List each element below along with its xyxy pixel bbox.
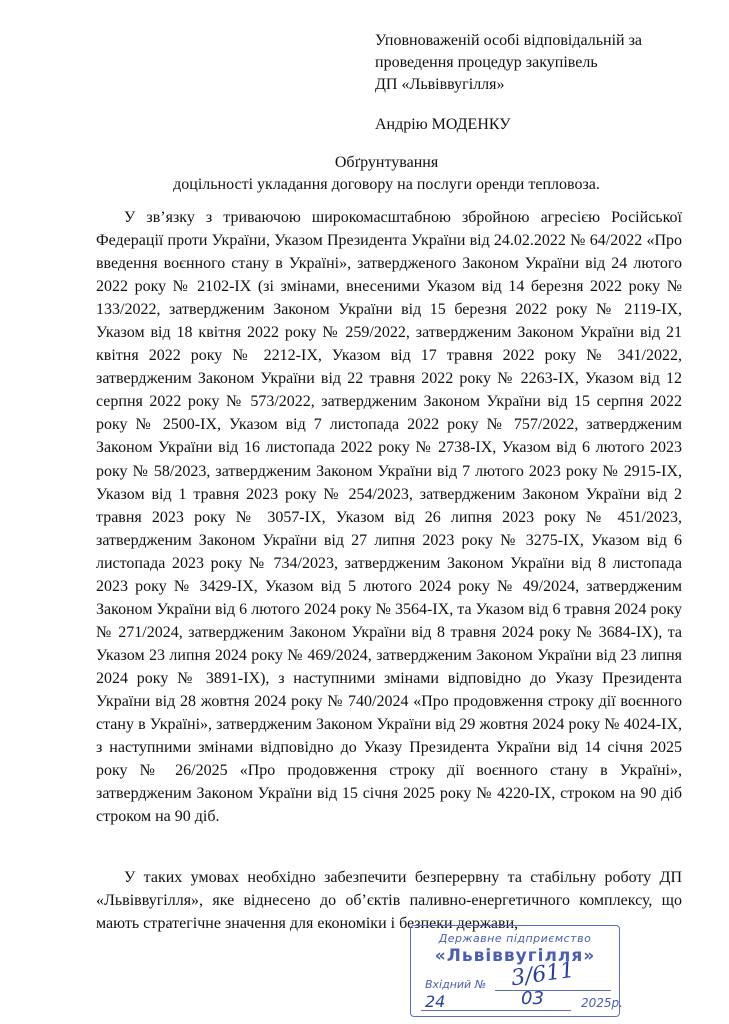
stamp-year: 2025р.: [581, 996, 623, 1010]
stamp-org-name: «Львіввугілля»: [434, 946, 596, 966]
recipient-line-1: Уповноваженій особі відповідальній за: [375, 32, 643, 49]
document-title: Обґрунтування: [334, 154, 439, 171]
recipient-line-3: ДП «Львіввугілля»: [375, 76, 505, 93]
paragraph-1-text: У зв’язку з триваючою широкомасштабною збройною агресією Російської Федерації проти України, Указом Президента України від 24.02.2022 № 64/2022 «Про введення воєнного стану в Україні», затвердженого Законом України від 24 лютого 2022 року № 2102-IX (зі змінами, внесеними Указом від 14 березня 2022 року № 133/2022, затвердженим Законом України від 15 березня 2022 року № 2119-IX, Указом від 18 квітня 2022 року № 259/2022, затвердженим Законом України від 21 квітня 2022 року № 2212-IX, Указом від 17 травня 2022 року № 341/2022, затвердженим Законом України від 22 травня 2022 року № 2263-IX, Указом від 12 серпня 2022 року № 573/2022, затвердженим Законом України від 15 серпня 2022 року № 2500-IX, Указом від 7 листопада 2022 року № 757/2022, затвердженим Законом України від 16 листопада 2022 року № 2738-IX, Указом від 6 лютого 2023 року № 58/2023, затвердженим Законом України від 7 лютого 2023 року № 2915-IX, Указом від 1 травня 2023 року № 254/2023, затвердженим Законом України від 2 травня 2023 року № 3057-IX, Указом від 26 липня 2023 року № 451/2023, затвердженим Законом України від 27 липня 2023 року № 3275-IX, Указом від 6 листопада 2023 року № 734/2023, затвердженим Законом України від 8 листопада 2023 року № 3429-IX, Указом від 5 лютого 2024 року № 49/2024, затвердженим Законом України від 6 лютого 2024 року № 3564-IX, та Указом від 6 травня 2024 року № 271/2024, затвердженим Законом України від 8 травня 2024 року № 3684-IX), та Указом 23 липня 2024 року № 469/2024, затвердженим Законом України від 23 липня 2024 року № 3891-IX), з наступними змінами відповідно до Указу Президента України від 28 жовтня 2024 року № 740/2024 «Про продовження строку дії воєнного стану в Україні», затвердженим Законом України від 29 жовтня 2024 року № 4024-IX, з наступними змінами відповідно до Указу Президента України від 14 січня 2025 року № 26/2025 «Про продовження строку дії воєнного стану в Україні», затвердженим Законом України від 15 січня 2025 року № 4220-IX, строком на 90 діб строком на 90 діб.: [96, 209, 682, 826]
stamp-org-type: Державне підприємство: [438, 932, 592, 945]
body-paragraph-1: [96, 206, 682, 828]
recipient-line-2: проведення процедур закупівель: [375, 54, 598, 71]
stamp-day: 24: [425, 992, 446, 1011]
addressee-name: Андрію МОДЕНКУ: [375, 116, 511, 133]
document-subtitle: доцільності укладання договору на послуги оренди тепловоза.: [173, 176, 600, 193]
paragraph-2-text: У таких умовах необхідно забезпечити безперервну та стабільну роботу ДП «Львіввугілля», яке віднесено до об’єктів паливно-енергетичного комплексу, що мають стратегічне значення для економіки і безпеки держави,: [96, 869, 682, 932]
stamp-incoming-number: 3/611: [509, 957, 576, 992]
stamp-incoming-label: Вхідний №: [425, 978, 487, 991]
stamp-month: 03: [521, 988, 544, 1009]
registration-stamp: [410, 925, 623, 1017]
recipient-block: [375, 30, 695, 96]
